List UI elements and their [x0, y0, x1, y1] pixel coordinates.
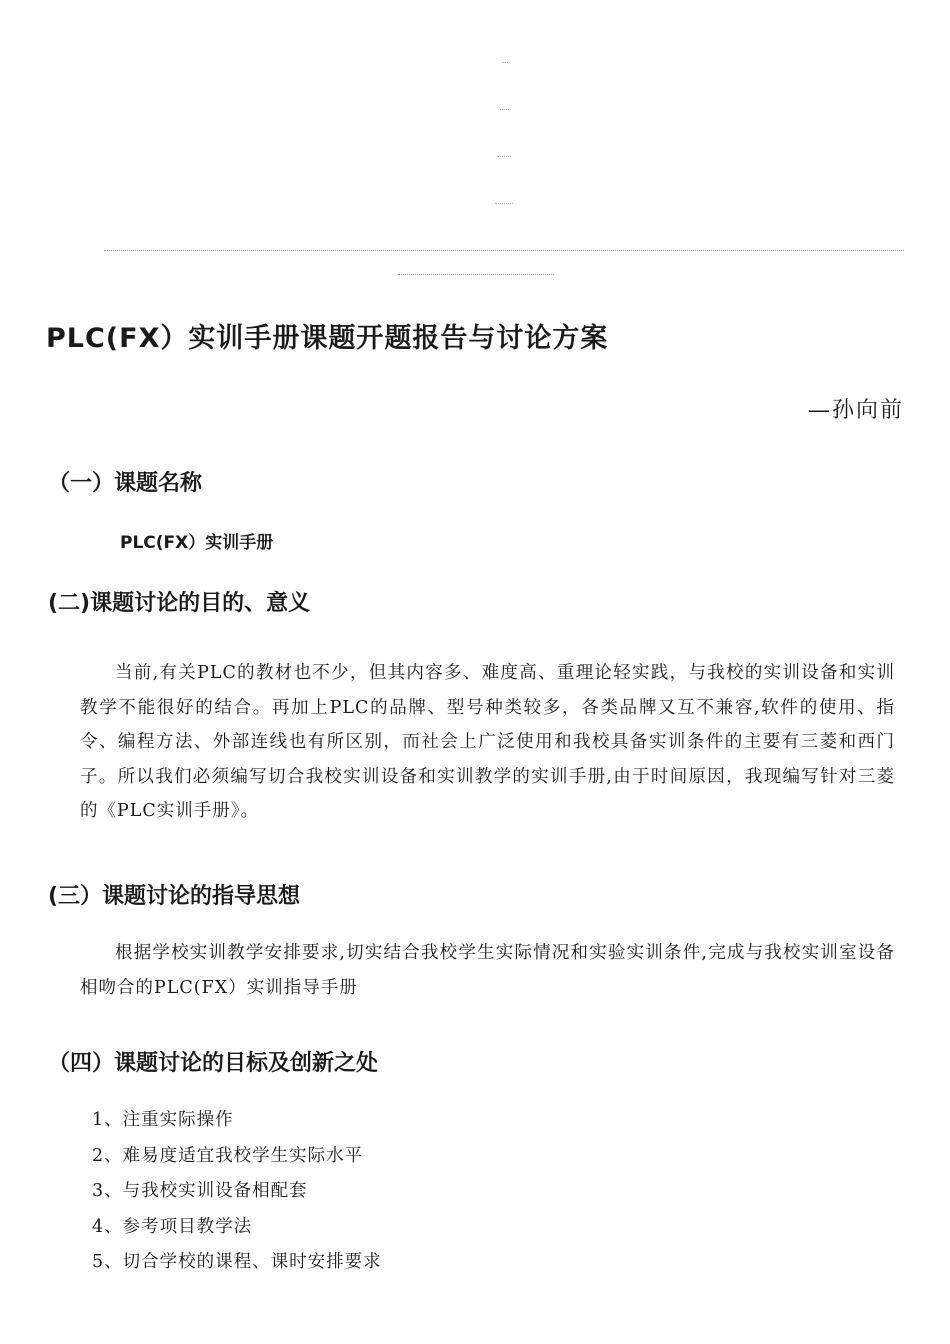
list-item: 2、难易度适宜我校学生实际水平	[92, 1145, 364, 1166]
list-item: 4、参考项目教学法	[92, 1216, 253, 1237]
header-tick-mark	[502, 62, 508, 63]
list-item: 3、与我校实训设备相配套	[92, 1181, 308, 1201]
list-item: 1、注重实际操作	[92, 1110, 234, 1130]
section-heading-3: (三）课题讨论的指导思想	[48, 884, 301, 909]
project-name: PLC(FX）实训手册	[120, 533, 274, 553]
section-paragraph-2: 当前,有关PLC的教材也不少，但其内容多、难度高、重理论轻实践，与我校的实训设备和实训教学不能很好的结合。再加上PLC的品牌、型号种类较多，各类品牌又互不兼容,软件的使用、指令、编程方法、外部连线也有所区别，而社会上广泛使用和我校具备实训条件的主要有三菱和西门子。所以我们必须编写切合我校实训设备和实训教学的实训手册,由于时间原因，我现编写针对三菱的《PLC实训手册》。	[80, 663, 895, 821]
document-author: —孙向前	[807, 398, 904, 423]
section-heading-1: （一）课题名称	[48, 471, 203, 496]
header-tick-mark	[500, 109, 509, 110]
section-heading-4: （四）课题讨论的目标及创新之处	[48, 1051, 379, 1076]
section-heading-2: (二)课题讨论的目的、意义	[48, 591, 311, 616]
header-tick-mark	[497, 156, 511, 157]
goals-list	[92, 1103, 382, 1281]
list-item: 5、切合学校的课程、课时安排要求	[92, 1252, 382, 1272]
header-rule	[104, 250, 904, 251]
header-tick-mark	[495, 203, 513, 204]
header-rule-short	[398, 274, 554, 275]
document-title: PLC(FX）实训手册课题开题报告与讨论方案	[46, 323, 609, 354]
section-paragraph-3: 根据学校实训教学安排要求,切实结合我校学生实际情况和实验实训条件,完成与我校实训室设备相吻合的PLC(FX）实训指导手册	[80, 943, 895, 998]
